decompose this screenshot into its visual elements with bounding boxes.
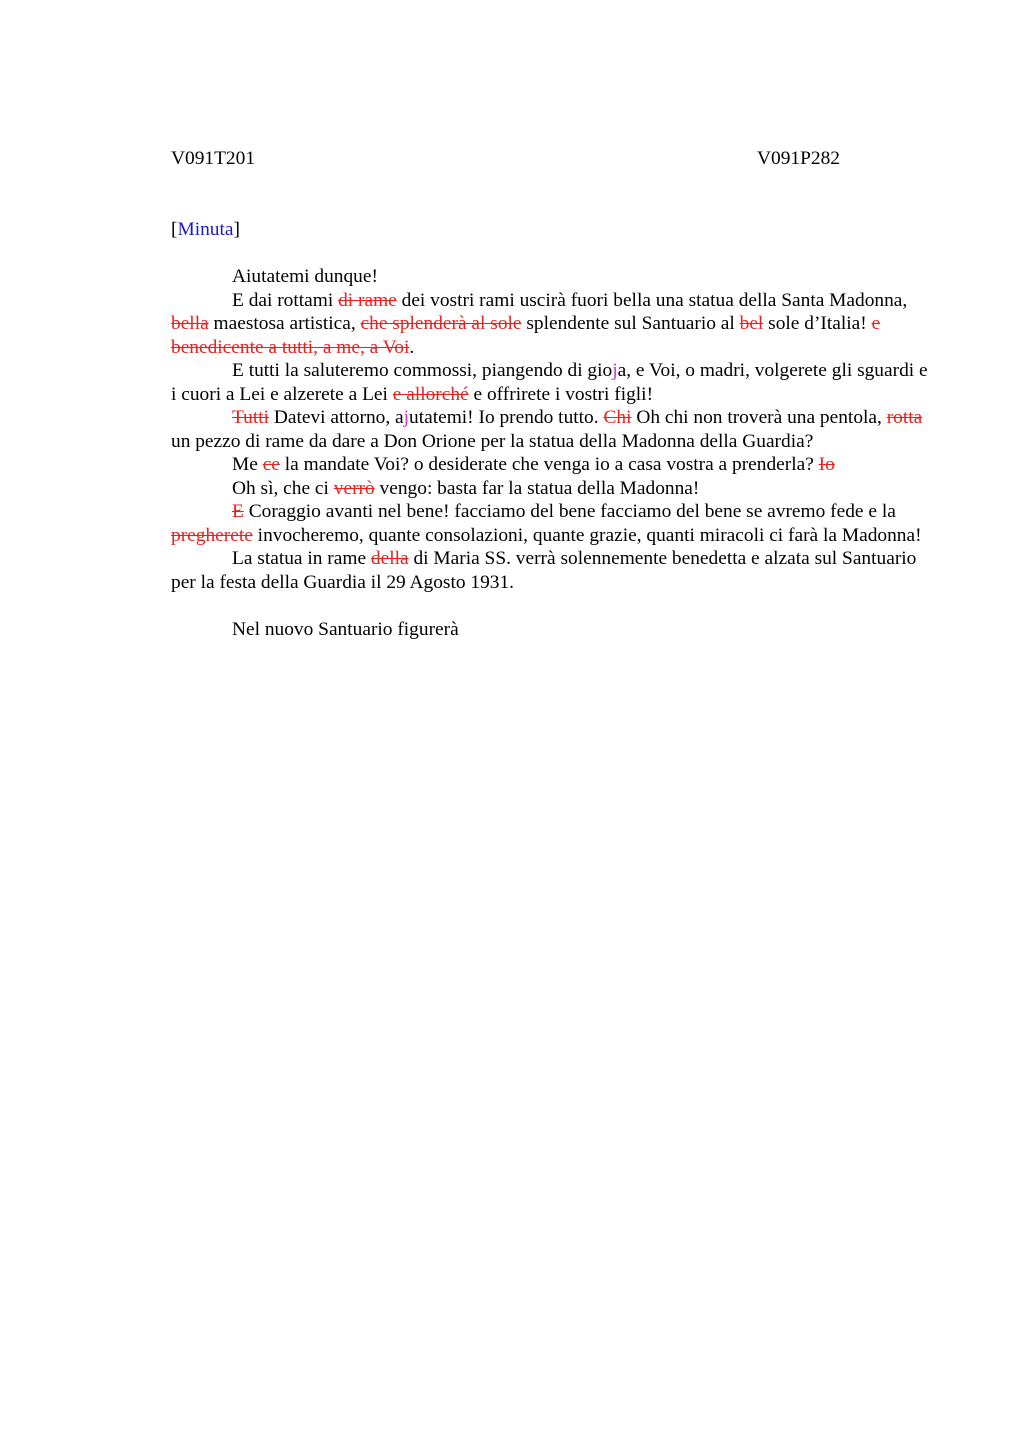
deleted-text: e benedicente a tutti, a me, a Voi [171, 313, 881, 358]
deleted-text: Chi [603, 407, 632, 428]
text-segment: . [409, 336, 415, 358]
text-segment: sole d’Italia! [763, 313, 872, 334]
text-segment: maestosa artistica, [208, 313, 361, 334]
text-segment: vengo: basta far la statua della Madonna! [374, 477, 700, 499]
text-segment: Coraggio avanti nel bene! facciamo del bene facciamo del bene se avremo fede e la [243, 501, 896, 522]
text-segment: di Maria SS. verrà solennemente benedetta e alzata sul Santuario per la festa della Guardia il 29 Agosto 1931. [171, 548, 917, 593]
text-segment: Oh chi non troverà una pentola, [631, 407, 887, 428]
deleted-text: della [370, 548, 409, 569]
deleted-text: verrò [333, 477, 375, 499]
inserted-letter: j [403, 407, 410, 428]
deleted-text: Io [818, 454, 835, 475]
paragraph [171, 477, 931, 501]
paragraph [171, 359, 931, 406]
document-code-right: V091P282 [757, 148, 840, 169]
text-segment: E tutti la saluteremo commossi, piangendo di gio [232, 360, 613, 381]
text-segment: la mandate Voi? o desiderate che venga io a casa vostra a prenderla? [279, 454, 819, 475]
text-segment: Nel nuovo Santuario figurerà [232, 618, 459, 640]
text-segment: Aiutatemi dunque! [232, 266, 378, 287]
deleted-text: ce [262, 454, 280, 475]
paragraph [171, 289, 931, 360]
inserted-letter: j [612, 360, 618, 381]
text-segment: invocheremo, quante consolazioni, quante grazie, quanti miracoli ci farà la Madonna! [252, 524, 922, 546]
deleted-text: e allorché [392, 383, 469, 405]
deleted-text: pregherete [171, 524, 253, 546]
deleted-text: E [232, 501, 244, 522]
deleted-text: bel [739, 313, 764, 334]
paragraph [171, 547, 931, 594]
paragraph [171, 265, 931, 289]
text-segment: Oh sì, che ci [232, 477, 334, 499]
text-segment: un pezzo di rame da dare a Don Orione per la statua della Madonna della Guardia? [171, 430, 814, 452]
minuta-label [171, 218, 240, 242]
label-open-bracket: [ [171, 219, 178, 240]
text-segment: Me [232, 454, 263, 475]
deleted-text: Tutti [232, 407, 270, 428]
text-segment: a, e Voi, o madri, volgerete gli sguardi e i cuori a Lei e alzerete a Lei [171, 360, 928, 405]
text-segment: splendente sul Santuario al [521, 313, 740, 334]
deleted-text: di rame [338, 289, 397, 311]
text-segment: E dai rottami [232, 289, 339, 311]
text-segment: utatemi! Io prendo tutto. [409, 407, 604, 428]
deleted-text: bella [171, 313, 209, 334]
paragraph [171, 453, 931, 477]
deleted-text: rotta [886, 407, 923, 428]
deleted-text: che splenderà al sole [360, 313, 522, 334]
document-code-left: V091T201 [171, 148, 256, 169]
text-segment: La statua in rame [232, 548, 371, 569]
paragraph [171, 406, 931, 453]
document-body [171, 265, 931, 641]
text-segment: Datevi attorno, a [269, 407, 404, 428]
text-segment: dei vostri rami uscirà fuori bella una statua della Santa Madonna, [396, 289, 908, 311]
label-text: Minuta [177, 219, 234, 240]
paragraph [171, 618, 931, 642]
text-segment: e offrirete i vostri figli! [468, 383, 654, 405]
label-close-bracket: ] [233, 219, 240, 240]
paragraph [171, 500, 931, 547]
